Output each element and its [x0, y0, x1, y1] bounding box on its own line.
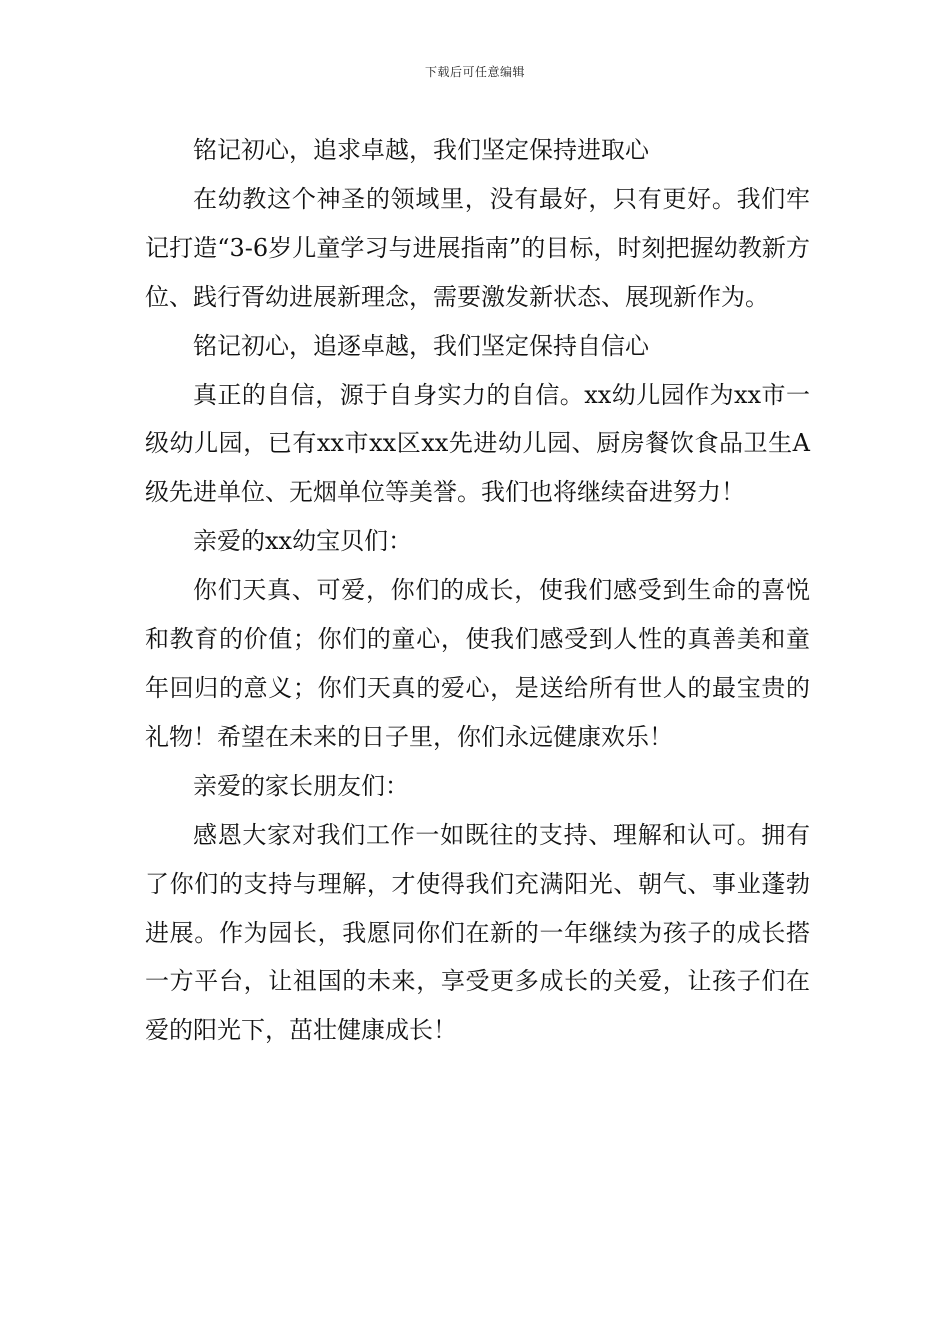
document-body — [145, 126, 810, 1055]
section-heading-ambition: 铭记初心，追求卓越，我们坚定保持进取心 — [193, 136, 649, 164]
paragraph-children: 你们天真、可爱，你们的成长，使我们感受到生命的喜悦和教育的价值；你们的童心，使我们感受到人性的真善美和童年回归的意义；你们天真的爱心，是送给所有世人的最宝贵的礼物！希望在未来的日子里，你们永远健康欢乐！ — [145, 576, 810, 751]
page-header: 下载后可任意编辑 — [424, 65, 525, 79]
paragraph-ambition: 在幼教这个神圣的领域里，没有最好，只有更好。我们牢记打造“3-6岁儿童学习与进展指南”的目标，时刻把握幼教新方位、践行胥幼进展新理念，需要激发新状态、展现新作为。 — [145, 184, 810, 311]
greeting-parents: 亲爱的家长朋友们： — [193, 771, 409, 800]
paragraph-parents: 感恩大家对我们工作一如既往的支持、理解和认可。拥有了你们的支持与理解，才使得我们充满阳光、朝气、事业蓬勃进展。作为园长，我愿同你们在新的一年继续为孩子的成长搭一方平台，让祖国的未来，享受更多成长的关爱，让孩子们在爱的阳光下，茁壮健康成长！ — [145, 820, 810, 1045]
paragraph-confidence: 真正的自信，源于自身实力的自信。xx幼儿园作为xx市一级幼儿园，已有xx市xx区xx先进幼儿园、厨房餐饮食品卫生A级先进单位、无烟单位等美誉。我们也将继续奋进努力！ — [145, 380, 810, 507]
greeting-children: 亲爱的xx幼宝贝们： — [193, 527, 413, 556]
section-heading-confidence: 铭记初心，追逐卓越，我们坚定保持自信心 — [193, 331, 649, 360]
